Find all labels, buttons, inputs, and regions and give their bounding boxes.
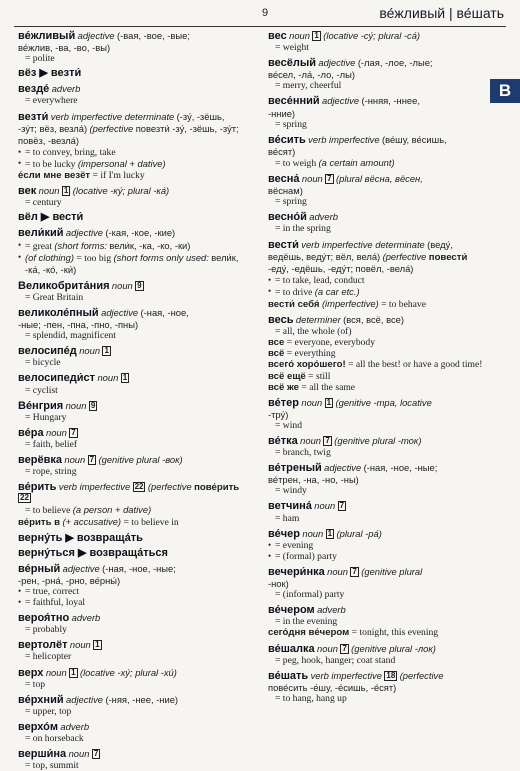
page-header <box>14 4 506 27</box>
headword: верёвка <box>18 454 62 466</box>
headword: вели́кий <box>18 227 64 240</box>
dictionary-entry: весно́й adverb = in the spring <box>268 211 338 235</box>
headword: везде́ <box>18 83 50 96</box>
headword: век <box>18 185 37 198</box>
dictionary-entry: ве́ра noun 7 = faith, belief <box>18 426 78 450</box>
headword: ве́рить <box>18 481 57 494</box>
headword: верну́ть ▶ возвраща́ть <box>18 531 143 544</box>
headword: весно́й <box>268 211 307 224</box>
dictionary-entry: ве́треный adjective (-ная, -ное, -ные; ве́трен, -на, -но, -ны) = windy <box>268 462 438 497</box>
headword: вечери́нка <box>268 565 325 578</box>
headword: великоле́пный <box>18 306 99 319</box>
headword: весна́ <box>268 173 300 186</box>
headword: ве́рхний <box>18 693 64 706</box>
dictionary-entry: ве́шалка noun 7 (genitive plural -лок) = peg, hook, hanger; coat stand <box>268 642 436 666</box>
headword: ве́шать <box>268 669 309 682</box>
dictionary-entry: верёвка noun 7 (genitive plural -вок) = rope, string <box>18 454 183 478</box>
dictionary-entry: велосипе́д noun 1 = bicycle <box>18 345 109 369</box>
headword: велосипеди́ст <box>18 372 96 385</box>
dictionary-entry: весе́нний adjective (-нняя, -ннее, -нние) = spring <box>268 95 420 130</box>
dictionary-entry: верхо́м adverb = on horseback <box>18 720 90 744</box>
headword: вероя́тно <box>18 612 70 625</box>
dictionary-entry <box>18 533 240 544</box>
headword: верхо́м <box>18 720 59 733</box>
right-column <box>268 30 490 734</box>
dictionary-entry: вести́ verb imperfective determinate (веду́, ведёшь, веду́т; вёл, вела́) (perfective повести́ -еду́, -едёшь, -еду́т; повёл, -вела́) • = to take, lead, conduct • = to drive (a car etc.) вести́ себя́ (imperfective) = to behave <box>268 239 490 311</box>
headword: весь <box>268 314 294 327</box>
dictionary-entry: великоле́пный adjective (-ная, -ное, -ные; -пен, -пна, -пно, -пны) = splendid, magnificent <box>18 306 189 342</box>
dictionary-entry <box>18 548 240 559</box>
dictionary-entry: вес noun 1 (locative -су́; plural -са́) = weight <box>268 30 421 54</box>
dictionary-entry: вертолёт noun 1 = helicopter <box>18 639 100 663</box>
headword: велосипе́д <box>18 345 77 358</box>
dictionary-entry: весёлый adjective (-лая, -лое, -лые; ве́сел, -ла́, -ло, -лы) = merry, cheerful <box>268 57 433 92</box>
page-number: 9 <box>262 7 269 19</box>
dictionary-entry: везти́ verb imperfective determinate (-зу́, -зёшь, -зу́т; вёз, везла́) (perfective повезти́ -зу́, -зёшь, -зу́т; повёз, -везла́) • = to convey, bring, take • = to be lucky (impersonal + dative) е́сли мне везёт = if I'm lucky <box>18 111 240 182</box>
headword: Великобрита́ния <box>18 279 110 292</box>
declension-box: 1 <box>63 186 69 196</box>
dictionary-entry: век noun 1 (locative -ку́; plural -ка́) = century <box>18 185 170 209</box>
dictionary-entry: вечери́нка noun 7 (genitive plural -нок) = (informal) party <box>268 565 423 601</box>
headword: верх <box>18 666 44 679</box>
headword: вертолёт <box>18 639 68 652</box>
headword: вести́ <box>268 238 299 251</box>
dictionary-entry: ве́жливый adjective (-вая, -вое, -вые; ве́жлив, -ва, -во, -вы) = polite <box>18 30 190 65</box>
headword: вёз ▶ везти́ <box>18 67 82 80</box>
dictionary-entry: ве́рить verb imperfective 22 (perfective пове́рить 22 = to believe (a person + dative) ве́рить в (+ accusative) = to believe in <box>18 481 240 529</box>
dictionary-entry: ве́тка noun 7 (genitive plural -ток) = branch, twig <box>268 435 422 459</box>
headword: вёл ▶ вести́ <box>18 211 84 224</box>
dictionary-entry: весна́ noun 7 (plural вёсна, вёсен, вёснам) = spring <box>268 173 423 208</box>
dictionary-entry <box>18 68 240 79</box>
letter-thumb-tab: В <box>490 79 520 103</box>
headword: ве́треный <box>268 462 322 475</box>
headword: ве́рный <box>18 562 61 575</box>
headword: весёлый <box>268 57 316 70</box>
dictionary-entry: ве́тер noun 1 (genitive -тра, locative -тру́) = wind <box>268 396 432 431</box>
headword: верну́ться ▶ возвраща́ться <box>18 546 168 559</box>
dictionary-entry: верх noun 1 (locative -ху́; plural -хи́) = top <box>18 666 177 690</box>
dictionary-entry: ве́сить verb imperfective (ве́шу, ве́сишь, ве́сят) = to weigh (a certain amount) <box>268 133 447 169</box>
dictionary-entry: Ве́нгрия noun 9 = Hungary <box>18 399 96 423</box>
dictionary-entry: ве́рный adjective (-ная, -ное, -ные; -рен, -рна́, -рно, ве́рны́) • = true, correct • = faithful, loyal <box>18 563 240 608</box>
dictionary-entry: ве́чер noun 1 (plural -ра́) • = evening • = (formal) party <box>268 528 490 562</box>
dictionary-entry: вели́кий adjective (-кая, -кое, -кие) • = great (short forms: вели́к, -ка, -ко, -ки) • (of clothing) = too big (short forms only used: вели́к, -ка́, -ко́, -ки́) <box>18 227 240 275</box>
dictionary-entry <box>18 212 240 223</box>
running-head: ве́жливый | ве́шать <box>379 5 504 21</box>
dictionary-entry: ве́чером adverb = in the evening сего́дня ве́чером = tonight, this evening <box>268 604 439 639</box>
headword: ве́жливый <box>18 30 76 42</box>
headword: ветчина́ <box>268 500 312 513</box>
headword: Ве́нгрия <box>18 399 64 412</box>
headword: весе́нний <box>268 95 320 108</box>
dictionary-entry: ветчина́ noun 7 = ham <box>268 500 345 524</box>
left-column <box>18 30 240 771</box>
headword: ве́тка <box>268 435 298 447</box>
headword: ве́ра <box>18 426 44 439</box>
dictionary-entry: верши́на noun 7 = top, summit <box>18 748 99 771</box>
headword: верши́на <box>18 748 67 761</box>
headword: ве́чером <box>268 604 315 617</box>
headword: ве́чер <box>268 527 300 540</box>
headword: ве́сить <box>268 133 306 146</box>
headword: ве́тер <box>268 396 299 409</box>
dictionary-entry: ве́рхний adjective (-няя, -нее, -ние) = upper, top <box>18 693 179 717</box>
dictionary-entry: весь determiner (вся, всё, все) = all, the whole (of) все = everyone, everybody всё = everything всего́ хоро́шего! = all the best! or have a good time! всё ещё = still всё же = all the same <box>268 314 483 393</box>
dictionary-entry: ве́шать verb imperfective 18 (perfective пове́сить -е́шу, -е́сишь, -е́сят) = to hang, hang up <box>268 669 444 704</box>
dictionary-entry: велосипеди́ст noun 1 = cyclist <box>18 372 128 396</box>
dictionary-entry: везде́ adverb = everywhere <box>18 83 81 107</box>
dictionary-entry: Великобрита́ния noun 9 = Great Britain <box>18 279 142 303</box>
headword: везти́ <box>18 110 49 123</box>
headword: ве́шалка <box>268 642 315 655</box>
headword: вес <box>268 30 287 42</box>
dictionary-entry: вероя́тно adverb = probably <box>18 612 101 636</box>
